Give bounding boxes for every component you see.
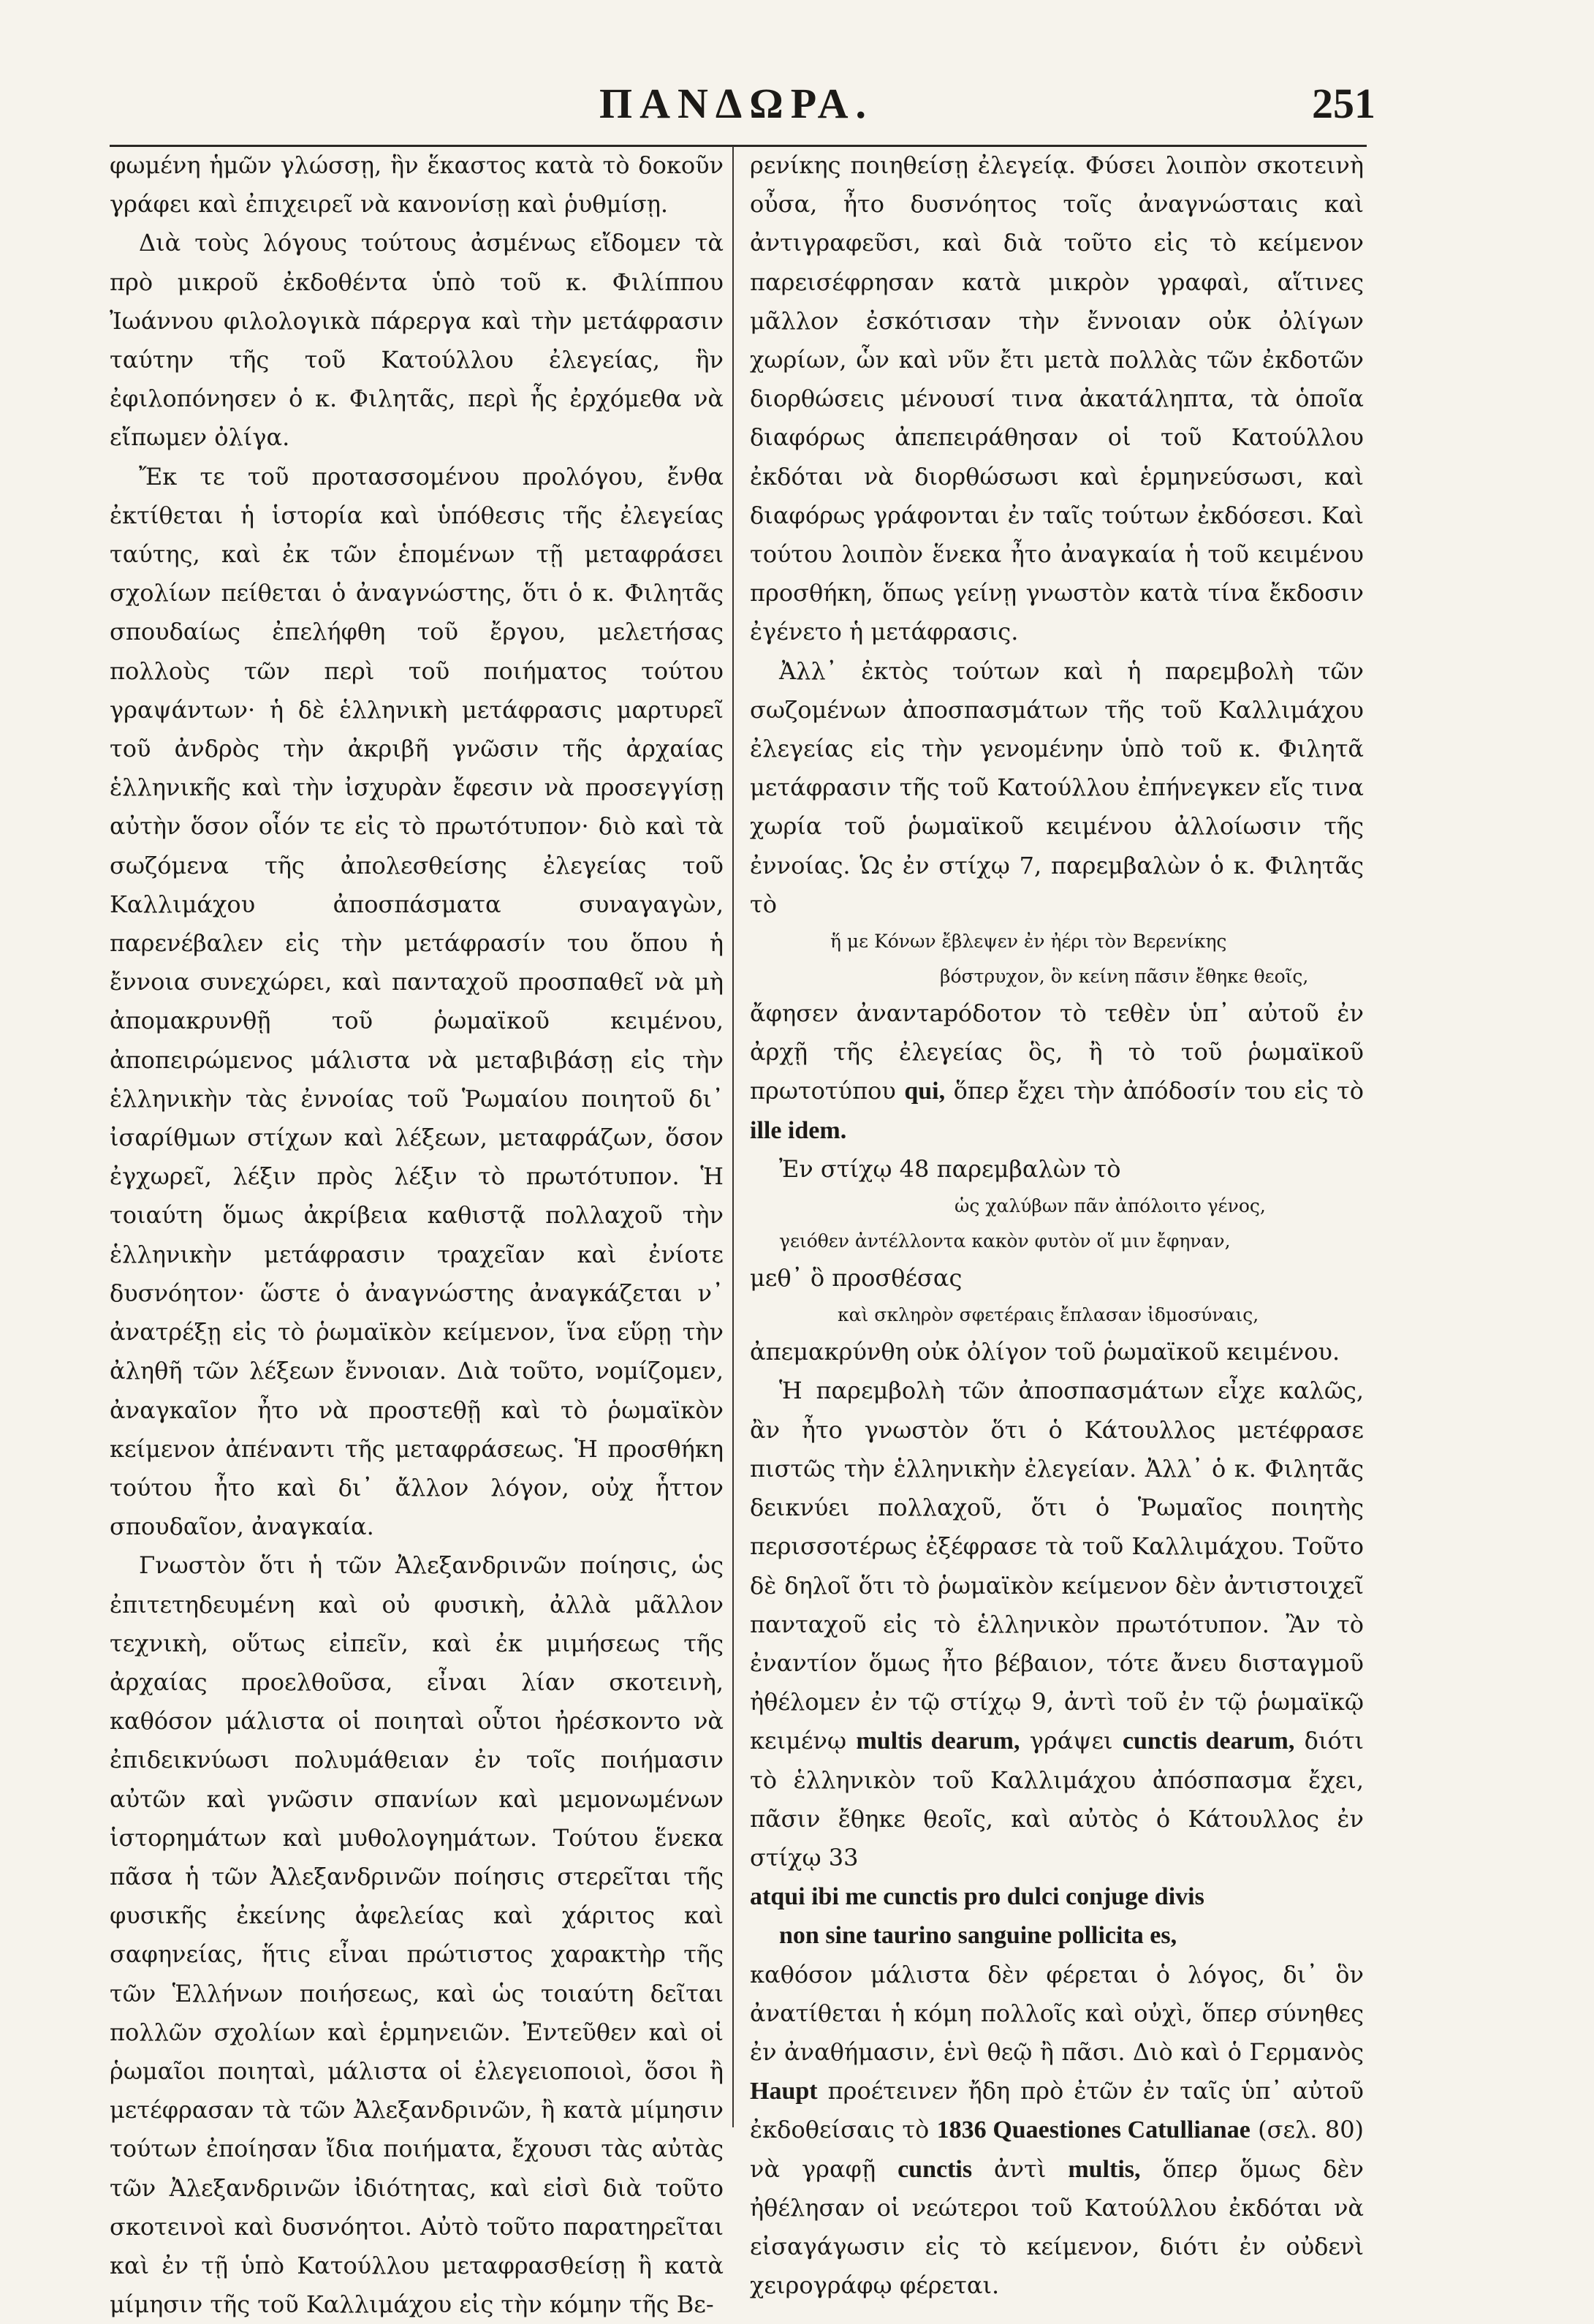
latin-term: multis,	[1068, 2155, 1141, 2183]
latin-verse-line: non sine taurino sanguine pollicita es,	[779, 1922, 1177, 1950]
latin-term: cunctis	[897, 2155, 973, 2183]
quotation-line: γειόθεν ἀντέλλοντα κακὸν φυτὸν οἵ μιν ἔφηναν,	[779, 1230, 1231, 1252]
latin-term: multis dearum,	[856, 1727, 1020, 1755]
latin-term: Haupt	[750, 2078, 818, 2105]
right-paragraph-7: Ἡ παρεμβολὴ τῶν ἀποσπασμάτων εἶχε καλῶς, ἂν ἦτο γνωστὸν ὅτι ὁ Κάτουλλος μετέφρασε πιστῶς τὴν ἑλληνικὴν ἐλεγείαν. Ἀλλ᾽ ὁ κ. Φιλητᾶς δεικνύει πολλαχοῦ, ὅτι ὁ Ῥωμαῖος ποιητὴς περισσοτέρως ἐξέφρασε τὰ τοῦ Καλλιμάχου. Τοῦτο δὲ δηλοῖ ὅτι τὸ ῥωμαϊκὸν κείμενον δὲν ἀντιστοιχεῖ πανταχοῦ εἰς τὸ ἑλληνικὸν πρωτότυπον. Ἂν τὸ ἐναντίον ὅμως ἦτο βέβαιον, τότε ἄνευ δισταγμοῦ ἠθέλομεν ἐν τῷ στίχῳ 9, ἀντὶ τοῦ ἐν τῷ ῥωμαϊκῷ κειμένῳ multis dearum, γράψει cunctis dearum, διότι τὸ ἑλληνικὸν τοῦ Καλλιμάχου ἀπόσπασμα ἔχει, πᾶσιν ἔθηκε θεοῖς, καὶ αὐτὸς ὁ Κάτουλλος ἐν στίχῳ 33	[750, 1377, 1364, 1871]
latin-term: cunctis dearum,	[1122, 1727, 1295, 1755]
quotation-line: βόστρυχον, ὃν κείνη πᾶσιν ἔθηκε θεοῖς,	[940, 966, 1309, 988]
journal-title: ΠΑΝΔΩΡΑ.	[599, 80, 873, 127]
left-column	[110, 146, 724, 2324]
quotation-line: ὡς χαλύβων πᾶν ἀπόλοιτο γένος,	[954, 1195, 1266, 1217]
latin-term: qui,	[904, 1078, 946, 1105]
right-paragraph-4: Ἐν στίχῳ 48 παρεμβαλὼν τὸ	[779, 1154, 1121, 1183]
page-number: 251	[1312, 80, 1375, 127]
quotation-line: καὶ σκληρὸν σφετέραις ἔπλασαν ἰδμοσύναις,	[838, 1304, 1259, 1326]
right-paragraph-5: μεθ᾽ ὃ προσθέσας	[750, 1264, 963, 1292]
right-paragraph-1: ρενίκης ποιηθείσῃ ἐλεγείᾳ. Φύσει λοιπὸν σκοτεινὴ οὖσα, ἦτο δυσνόητος τοῖς ἀναγνώσταις καὶ ἀντιγραφεῦσι, καὶ διὰ τοῦτο εἰς τὸ κείμενον παρεισέφρησαν κατὰ μικρὸν γραφαὶ, αἵτινες μᾶλλον ἐσκότισαν τὴν ἔννοιαν οὐκ ὀλίγων χωρίων, ὧν καὶ νῦν ἔτι μετὰ πολλὰς τῶν ἐκδοτῶν διορθώσεις μένουσί τινα ἀκατάληπτα, τὰ ὁποῖα διαφόρως ἀπεπειράθησαν οἱ τοῦ Κατούλλου ἐκδόται νὰ διορθώσωσι καὶ ἑρμηνεύσωσι, καὶ διαφόρως γράφονται ἐν ταῖς τούτων ἐκδόσεσι. Καὶ τούτου λοιπὸν ἕνεκα ἦτο ἀναγκαία ἡ τοῦ κειμένου προσθήκη, ὅπως γείνῃ γνωστὸν κατὰ τίνα ἔκδοσιν ἐγένετο ἡ μετάφρασις.	[750, 151, 1364, 646]
quotation-line: ἥ με Κόνων ἔβλεψεν ἐν ἠέρι τὸν Βερενίκης	[830, 931, 1227, 953]
right-paragraph-8: καθόσον μάλιστα δὲν φέρεται ὁ λόγος, δι᾽ ὃν ἀνατίθεται ἡ κόμη πολλοῖς καὶ οὐχὶ, ὅπερ σύνηθες ἐν ἀναθήμασιν, ἑνὶ θεῷ ἢ πᾶσι. Διὸ καὶ ὁ Γερμανὸς Haupt προέτεινεν ἤδη πρὸ ἐτῶν ἐν ταῖς ὑπ᾽ αὐτοῦ ἐκδοθείσαις τὸ 1836 Quaestiones Catullianae (σελ. 80) νὰ γραφῇ cunctis ἀντὶ multis, ὅπερ ὅμως δὲν ἠθέλησαν οἱ νεώτεροι τοῦ Κατούλλου ἐκδόται νὰ εἰσαγάγωσιν εἰς τὸ κείμενον, διότι ἐν οὐδενὶ χειρογράφῳ φέρεται.	[750, 1960, 1365, 2300]
latin-term: 1836 Quaestiones Catullianae	[936, 2116, 1250, 2144]
left-paragraph-3: Ἔκ τε τοῦ προτασσομένου προλόγου, ἔνθα ἐκτίθεται ἡ ἱστορία καὶ ὑπόθεσις τῆς ἐλεγείας ταύτης, καὶ ἐκ τῶν ἑπομένων τῇ μεταφράσει σχολίων πείθεται ὁ ἀναγνώστης, ὅτι ὁ κ. Φιλητᾶς σπουδαίως ἐπελήφθη τοῦ ἔργου, μελετήσας πολλοὺς τῶν περὶ τοῦ ποιήματος τούτου γραψάντων· ἡ δὲ ἑλληνικὴ μετάφρασις μαρτυρεῖ τοῦ ἀνδρὸς τὴν ἀκριβῆ γνῶσιν τῆς ἀρχαίας ἑλληνικῆς καὶ τὴν ἰσχυρὰν ἔφεσιν νὰ προσεγγίσῃ αὐτὴν ὅσον οἷόν τε εἰς τὸ πρωτότυπον· διὸ καὶ τὰ σωζόμενα τῆς ἀπολεσθείσης ἐλεγείας τοῦ Καλλιμάχου ἀποσπάσματα συναγαγὼν, παρενέβαλεν εἰς τὴν μετάφρασίν του ὅπου ἡ ἔννοια συνεχώρει, καὶ πανταχοῦ προσπαθεῖ νὰ μὴ ἀπομακρυνθῇ τοῦ ῥωμαϊκοῦ κειμένου, ἀποπειρώμενος μάλιστα νὰ μεταβιβάσῃ εἰς τὴν ἑλληνικὴν τὰς ἐννοίας τοῦ Ῥωμαίου ποιητοῦ δι᾽ ἰσαρίθμων στίχων καὶ λέξεων, μεταφράζων, ὅσον ἐγχωρεῖ, λέξιν πρὸς λέξιν τὸ πρωτότυπον. Ἡ τοιαύτη ὅμως ἀκρίβεια καθιστᾷ πολλαχοῦ τὴν ἑλληνικὴν μετάφρασιν τραχεῖαν καὶ ἐνίοτε δυσνόητον· ὥστε ὁ ἀναγνώστης ἀναγκάζεται ν᾽ ἀνατρέξῃ εἰς τὸ ῥωμαϊκὸν κείμενον, ἵνα εὕρῃ τὴν ἀληθῆ τῶν λέξεων ἔννοιαν. Διὰ τοῦτο, νομίζομεν, ἀναγκαῖον ἦτο νὰ προστεθῇ καὶ τὸ ῥωμαϊκὸν κείμενον ἀπέναντι τῆς μεταφράσεως. Ἡ προσθήκη τούτου ἦτο καὶ δι᾽ ἄλλον λόγον, οὐχ ἧττον σπουδαῖον, ἀναγκαία.	[110, 462, 724, 1541]
column-divider	[732, 146, 734, 2127]
latin-verse-line: atqui ibi me cunctis pro dulci conjuge divis	[750, 1883, 1204, 1911]
left-paragraph-4: Γνωστὸν ὅτι ἡ τῶν Ἀλεξανδρινῶν ποίησις, ὡς ἐπιτετηδευμένη καὶ οὐ φυσικὴ, ἀλλὰ μᾶλλον τεχνικὴ, οὕτως εἰπεῖν, καὶ ἐκ μιμήσεως τῆς ἀρχαίας προελθοῦσα, εἶναι λίαν σκοτεινὴ, καθόσον μάλιστα οἱ ποιηταὶ οὗτοι ἠρέσκοντο νὰ ἐπιδεικνύωσι πολυμάθειαν ἐν τοῖς ποιήμασιν αὐτῶν καὶ γνῶσιν σπανίων καὶ μεμονωμένων ἱστορημάτων καὶ μυθολογημάτων. Τούτου ἕνεκα πᾶσα ἡ τῶν Ἀλεξανδρινῶν ποίησις στερεῖται τῆς φυσικῆς ἐκείνης ἀφελείας καὶ χάριτος καὶ σαφηνείας, ἥτις εἶναι πρώτιστος χαρακτὴρ τῆς τῶν Ἑλλήνων ποιήσεως, καὶ ὡς τοιαύτη δεῖται πολλῶν σχολίων καὶ ἑρμηνειῶν. Ἐντεῦθεν καὶ οἱ ῥωμαῖοι ποιηταὶ, μάλιστα οἱ ἐλεγειοποιοὶ, ὅσοι ἢ μετέφρασαν τὰ τῶν Ἀλεξανδρινῶν, ἢ κατὰ μίμησιν τούτων ἐποίησαν ἴδια ποιήματα, ἔχουσι τὰς αὐτὰς τῶν Ἀλεξανδρινῶν ἰδιότητας, καὶ εἰσὶ διὰ τοῦτο σκοτεινοὶ καὶ δυσνόητοι. Αὐτὸ τοῦτο παρατηρεῖται καὶ ἐν τῇ ὑπὸ Κατούλλου μεταφρασθείσῃ ἢ κατὰ μίμησιν τῆς τοῦ Καλλιμάχου εἰς τὴν κόμην τῆς Βε-	[110, 1551, 724, 2319]
left-paragraph-2: Διὰ τοὺς λόγους τούτους ἀσμένως εἴδομεν τὰ πρὸ μικροῦ ἐκδοθέντα ὑπὸ τοῦ κ. Φιλίππου Ἰωάννου φιλολογικὰ πάρεργα καὶ τὴν μετάφρασιν ταύτην τῆς τοῦ Κατούλλου ἐλεγείας, ἣν ἐφιλοπόνησεν ὁ κ. Φιλητᾶς, περὶ ἧς ἐρχόμεθα νὰ εἴπωμεν ὀλίγα.	[110, 229, 724, 452]
right-paragraph-2: Ἀλλ᾽ ἐκτὸς τούτων καὶ ἡ παρεμβολὴ τῶν σωζομένων ἀποσπασμάτων τῆς τοῦ Καλλιμάχου ἐλεγείας εἰς τὴν γενομένην ὑπὸ τοῦ κ. Φιλητᾶ μετάφρασιν τῆς τοῦ Κατούλλου ἐπήνεγκεν εἴς τινα χωρία τοῦ ῥωμαϊκοῦ κειμένου ἀλλοίωσιν τῆς ἐννοίας. Ὡς ἐν στίχῳ 7, παρεμβαλὼν ὁ κ. Φιλητᾶς τὸ	[750, 656, 1364, 918]
left-paragraph-1: φωμένη ἡμῶν γλώσσῃ, ἣν ἕκαστος κατὰ τὸ δοκοῦν γράφει καὶ ἐπιχειρεῖ νὰ κανονίσῃ καὶ ῥυθμίσῃ.	[110, 151, 724, 219]
right-column	[750, 146, 1364, 2305]
page-header	[0, 73, 1594, 139]
right-paragraph-3: ἄφησεν ἀναντapóδοτον τὸ τεθὲν ὑπ᾽ αὐτοῦ ἐν ἀρχῇ τῆς ἐλεγείας ὃς, ἢ τὸ τοῦ ῥωμαϊκοῦ πρωτοτύπου qui, ὅπερ ἔχει τὴν ἀπόδοσίν του εἰς τὸ ille idem.	[750, 999, 1364, 1144]
right-paragraph-6: ἀπεμακρύνθη οὐκ ὀλίγον τοῦ ῥωμαϊκοῦ κειμένου.	[750, 1338, 1340, 1366]
latin-term: ille idem.	[750, 1116, 847, 1144]
